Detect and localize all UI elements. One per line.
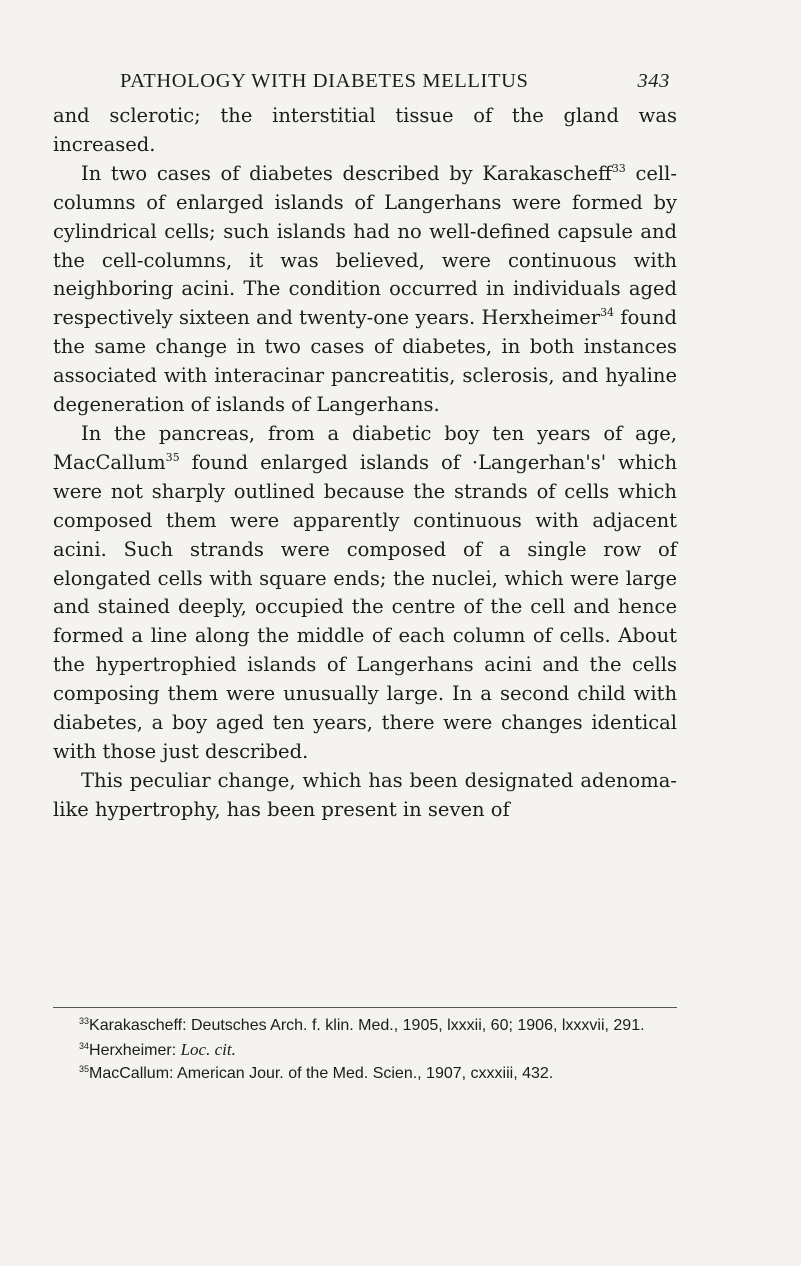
footnote-ref-35: 35 bbox=[165, 450, 180, 464]
footnote-text: Herxheimer: bbox=[89, 1041, 181, 1059]
paragraph-text: cell-columns of enlarged islands of Langerhans were formed by cylindrical cells; such islands had no well-defined capsule and the cell-columns, it was believed, were continuous with neighboring acini. The condition occurred in individuals aged respectively sixteen and twenty-one years. Herxheimer bbox=[53, 161, 677, 330]
paragraph-text: found the same change in two cases of diabetes, in both instances associated with interacinar pancreatitis, sclerosis, and hyaline degeneration of islands of Langerhans. bbox=[53, 306, 677, 417]
footnote-ref-34: 34 bbox=[600, 306, 615, 320]
running-head bbox=[120, 70, 670, 93]
paragraph-karakascheff bbox=[53, 160, 677, 420]
paragraph-adenoma bbox=[53, 767, 677, 825]
paragraph-text: and sclerotic; the interstitial tissue of the gland was increased. bbox=[53, 104, 677, 156]
paragraph-text: In the pancreas, from a diabetic boy ten years of age, MacCallum bbox=[53, 421, 677, 474]
footnote-italic: Loc. cit. bbox=[180, 1039, 236, 1059]
footnote-35 bbox=[53, 1062, 677, 1086]
footnote-33 bbox=[53, 1014, 677, 1038]
paragraph-maccallum bbox=[53, 420, 677, 767]
footnote-ref-33: 33 bbox=[611, 161, 626, 175]
footnote-number: 34 bbox=[79, 1040, 90, 1051]
paragraph-text: In two cases of diabetes described by Karakascheff bbox=[81, 161, 612, 185]
page-number: 343 bbox=[637, 70, 670, 92]
paragraph-text: This peculiar change, which has been designated adenoma-like hypertrophy, has been present in seven of bbox=[53, 768, 677, 821]
footnote-number: 35 bbox=[79, 1064, 90, 1074]
footnote-number: 33 bbox=[79, 1016, 90, 1026]
body-text bbox=[53, 102, 677, 825]
paragraph-continuation bbox=[53, 102, 677, 160]
footnotes bbox=[53, 1014, 677, 1086]
footnote-text: Karakascheff: Deutsches Arch. f. klin. Med., 1905, lxxxii, 60; 1906, lxxxvii, 291. bbox=[89, 1017, 645, 1034]
paragraph-text: found enlarged islands of ·Langerhan's' which were not sharply outlined because the strands of cells which composed them were apparently continuous with adjacent acini. Such strands were composed of a single row of elongated cells with square ends; the nuclei, which were large and stained deeply, occupied the centre of the cell and hence formed a line along the middle of each column of cells. About the hypertrophied islands of Langerhans acini and the cells composing them were unusually large. In a second child with diabetes, a boy aged ten years, there were changes identical with those just described. bbox=[53, 450, 677, 763]
footnote-divider bbox=[53, 1007, 677, 1008]
footnote-text: MacCallum: American Jour. of the Med. Scien., 1907, cxxxiii, 432. bbox=[89, 1065, 554, 1082]
running-head-title: PATHOLOGY WITH DIABETES MELLITUS bbox=[120, 70, 529, 92]
footnote-34 bbox=[53, 1038, 677, 1063]
